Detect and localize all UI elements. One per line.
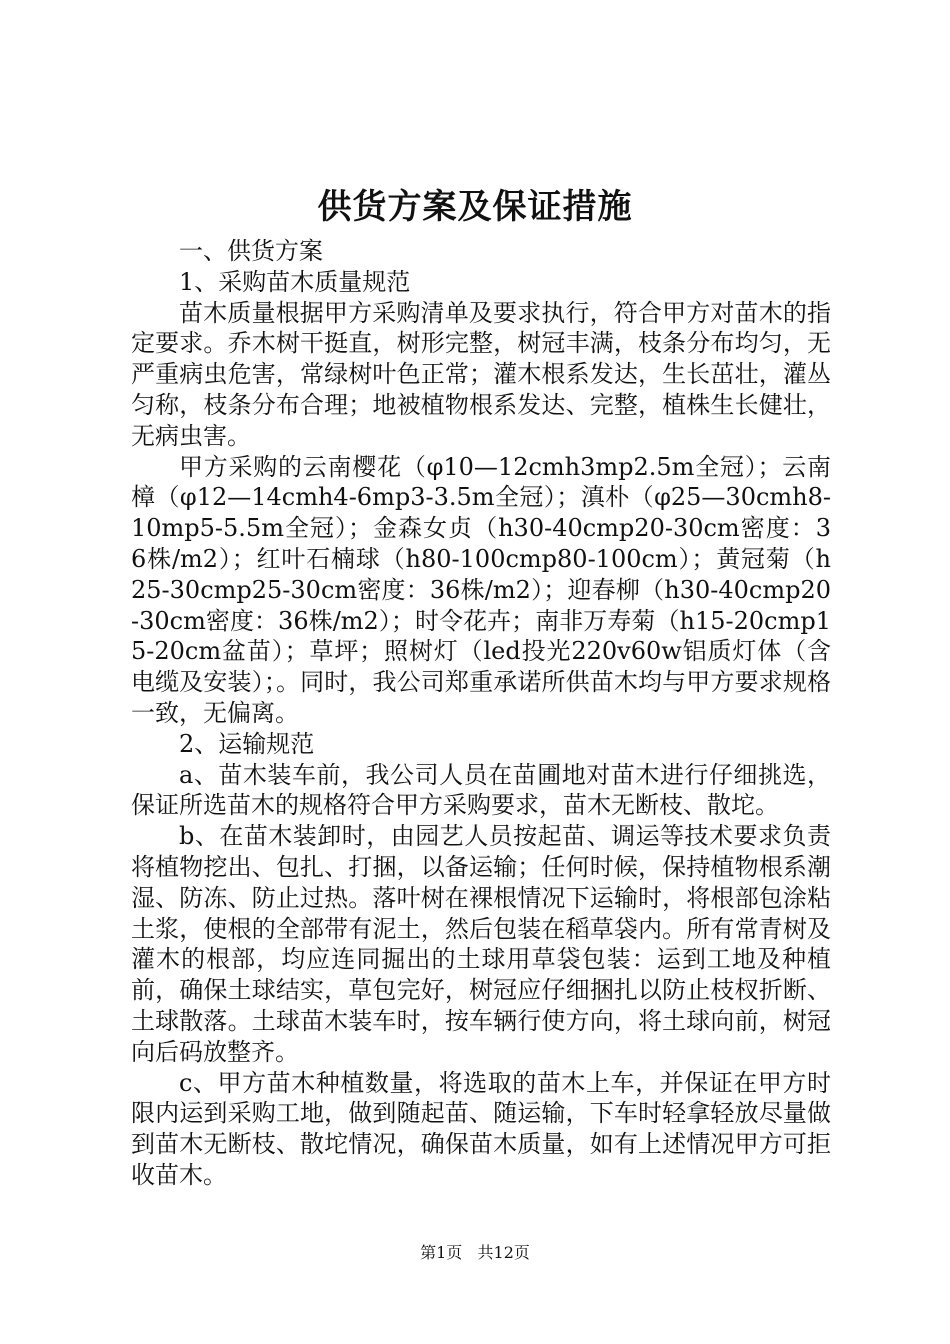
document-title: 供货方案及保证措施 xyxy=(317,187,633,227)
subsection-heading-transport-spec: 2、运输规范 xyxy=(179,729,315,758)
page-number: 第1页 xyxy=(420,1243,463,1262)
paragraph-transport-b: b、在苗木装卸时，由园艺人员按起苗、调运等技术要求负责将植物挖出、包扎、打捆，以备运输；任何时候，保持植物根系潮湿、防冻、防止过热。落叶树在裸根情况下运输时，将根部包涂粘土浆，使根的全部带有泥土，然后包装在稻草袋内。所有常青树及灌木的根部，均应连同掘出的土球用草袋包装：运到工地及种植前，确保土球结实，草包完好，树冠应仔细捆扎以防止枝杈折断、土球散落。土球苗木装车时，按车辆行使方向，将土球向前，树冠向后码放整齐。 xyxy=(131,822,831,1066)
paragraph-quality-requirements: 苗木质量根据甲方采购清单及要求执行，符合甲方对苗木的指定要求。乔木树干挺直，树形完整，树冠丰满，枝条分布均匀，无严重病虫危害，常绿树叶色正常；灌木根系发达，生长茁壮，灌丛匀称，枝条分布合理；地被植物根系发达、完整，植株生长健壮，无病虫害。 xyxy=(131,298,831,450)
page-total: 共12页 xyxy=(477,1243,530,1262)
page-spacer xyxy=(467,1243,472,1262)
subsection-heading-quality-spec: 1、采购苗木质量规范 xyxy=(179,267,411,296)
document-body xyxy=(131,236,831,1191)
paragraph-plant-list: 甲方采购的云南樱花（φ10—12cmh3mp2.5m全冠）；云南樟（φ12—14cmh4-6mp3-3.5m全冠）；滇朴（φ25—30cmh8-10mp5-5.5m全冠）；金森女贞（h30-40cmp20-30cm密度：36株/m2）；红叶石楠球（h80-100cmp80-100cm）；黄冠菊（h25-30cmp25-30cm密度：36株/m2）；迎春柳（h30-40cmp20-30cm密度：36株/m2）；时令花卉；南非万寿菊（h15-20cmp15-20cm盆苗）；草坪；照树灯（led投光220v60w铝质灯体（含电缆及安装）；。同时，我公司郑重承诺所供苗木均与甲方要求规格一致，无偏离。 xyxy=(131,452,831,727)
paragraph-transport-c: c、甲方苗木种植数量，将选取的苗木上车，并保证在甲方时限内运到采购工地，做到随起苗、随运输，下车时轻拿轻放尽量做到苗木无断枝、散坨情况，确保苗木质量，如有上述情况甲方可拒收苗木。 xyxy=(131,1068,831,1189)
page-footer xyxy=(0,1241,950,1265)
section-heading-supply-plan: 一、供货方案 xyxy=(179,237,323,265)
paragraph-transport-a: a、苗木装车前，我公司人员在苗圃地对苗木进行仔细挑选，保证所选苗木的规格符合甲方采购要求，苗木无断枝、散坨。 xyxy=(131,760,831,820)
